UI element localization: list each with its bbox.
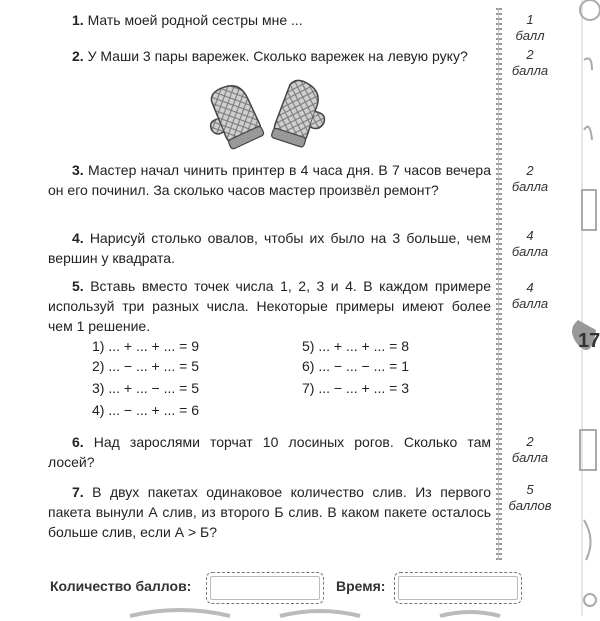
points-5 bbox=[508, 280, 552, 312]
question-2 bbox=[48, 46, 491, 66]
right-margin-decoration bbox=[556, 0, 600, 616]
points-value: 2 bbox=[526, 163, 534, 178]
question-1 bbox=[48, 10, 491, 30]
points-unit: балла bbox=[511, 296, 549, 311]
points-value: 5 bbox=[526, 482, 534, 497]
bottom-decoration bbox=[0, 600, 556, 616]
time-label: Время: bbox=[336, 578, 386, 594]
margin-doodles bbox=[556, 0, 592, 616]
example-2: 2) ... − ... + ... = 5 bbox=[92, 358, 199, 374]
example-4: 4) ... − ... + ... = 6 bbox=[92, 402, 199, 418]
points-unit: балла bbox=[511, 450, 549, 465]
question-number: 3. bbox=[72, 162, 84, 178]
example-6: 6) ... − ... − ... = 1 bbox=[302, 358, 409, 374]
question-text: У Маши 3 пары варежек. Сколько варежек на левую руку? bbox=[87, 48, 468, 64]
example-7: 7) ... − ... + ... = 3 bbox=[302, 380, 409, 396]
question-text: Нарисуй столько овалов, чтобы их было на 3 больше, чем вершин у квадрата. bbox=[48, 230, 492, 266]
points-unit: баллов bbox=[508, 498, 552, 513]
mittens-illustration bbox=[204, 80, 334, 150]
points-value: 1 bbox=[526, 12, 534, 27]
points-value: 4 bbox=[526, 228, 534, 243]
example-3: 3) ... + ... − ... = 5 bbox=[92, 380, 199, 396]
question-text: Мать моей родной сестры мне ... bbox=[87, 12, 303, 28]
question-number: 4. bbox=[72, 230, 84, 246]
question-number: 1. bbox=[72, 12, 84, 28]
points-unit: балла bbox=[511, 244, 549, 259]
question-number: 7. bbox=[72, 484, 84, 500]
question-number: 5. bbox=[72, 278, 84, 294]
points-column-divider bbox=[496, 8, 502, 560]
points-4 bbox=[508, 228, 552, 260]
question-6 bbox=[48, 432, 491, 472]
points-unit: балла bbox=[511, 63, 549, 78]
example-1: 1) ... + ... + ... = 9 bbox=[92, 338, 199, 354]
points-value: 4 bbox=[526, 280, 534, 295]
points-unit: балла bbox=[511, 179, 549, 194]
points-7 bbox=[508, 482, 552, 514]
points-value: 2 bbox=[526, 434, 534, 449]
question-text: Над зарослями торчат 10 лосиных рогов. Сколько там лосей? bbox=[48, 434, 491, 470]
points-value: 2 bbox=[526, 47, 534, 62]
points-3 bbox=[508, 163, 552, 195]
question-7 bbox=[48, 482, 491, 542]
question-3 bbox=[48, 160, 491, 200]
question-text: Вставь вместо точек числа 1, 2, 3 и 4. В каждом примере используй три разных числа. Некоторые примеры имеют более чем 1 решение. bbox=[48, 278, 491, 334]
points-1 bbox=[508, 12, 552, 44]
page-number: 17 bbox=[578, 330, 600, 352]
question-text: В двух пакетах одинаковое количество слив. Из первого пакета вынули А слив, из второго Б слив. В каком пакете осталось больше слив, если А > Б? bbox=[48, 484, 491, 540]
points-unit: балл bbox=[515, 28, 545, 43]
points-6 bbox=[508, 434, 552, 466]
question-5 bbox=[48, 276, 491, 336]
question-number: 2. bbox=[72, 48, 84, 64]
question-4 bbox=[48, 228, 491, 268]
score-label: Количество баллов: bbox=[50, 578, 192, 594]
question-text: Мастер начал чинить принтер в 4 часа дня. В 7 часов вечера он его починил. За сколько часов мастер произвёл ремонт? bbox=[48, 162, 491, 198]
example-5: 5) ... + ... + ... = 8 bbox=[302, 338, 409, 354]
question-number: 6. bbox=[72, 434, 84, 450]
points-2 bbox=[508, 47, 552, 79]
